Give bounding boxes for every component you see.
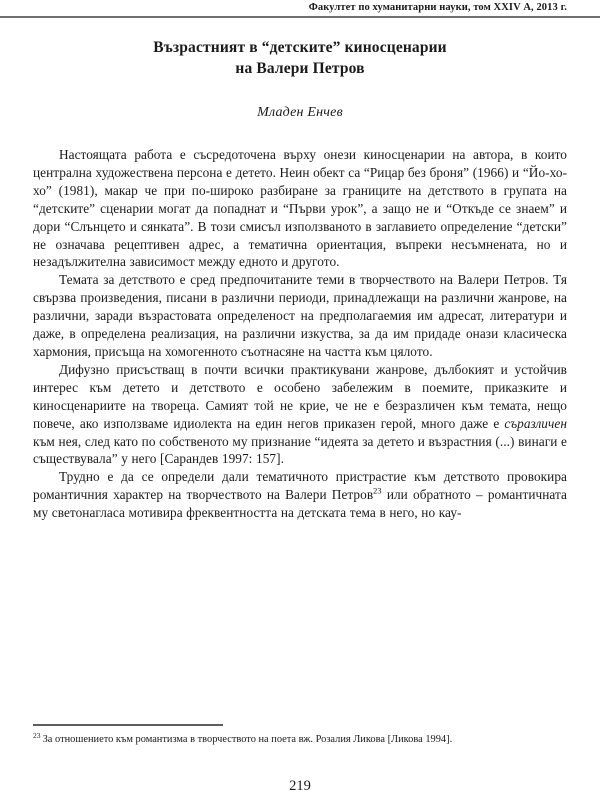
running-head: Факултет по хуманитарни науки, том XXIV А, 2013 г.	[308, 2, 567, 13]
footnote-reference-marker[interactable]: 23	[373, 486, 382, 496]
footnote-separator-rule	[33, 724, 223, 726]
page-number: 219	[289, 778, 311, 794]
paragraph-4	[33, 468, 567, 522]
paragraph-4-text-after-footnote: или обратното – романтичната му светонагласа мотивира фреквентността на детската тема в него, но кау-	[33, 487, 567, 521]
paragraph-1: Настоящата работа е съсредоточена върху онези киносценарии на автора, в които централна художествена персона е детето. Неин обект са “Рицар без броня” (1966) и “Йо-хо-хо” (1981), макар че при по-широко разбиране за границите на детството в групата на “детските” сценарии могат да попаднат и “Първи урок”, а защо не и “Откъде се знаем” и дори “Слънцето и сянката”. В този смисъл използваното в заглавието определение “детски” не означава рецептивен адрес, а тематична ориентация, въпреки несъмнената, но и незадължителна зависимост между едното и другото.	[33, 147, 567, 270]
paragraph-3-text-after-emphasis: към нея, след като по собственото му признание “идеята за детето и възрастния (...) винаги е съществувала” у него [Сарандев 1997: 157].	[33, 433, 567, 467]
paragraph-3-text-before-emphasis: Дифузно присъстващ в почти всички практикувани жанрове, дълбокият и устойчив интерес към детето и детството е особено забележим в поемите, приказките и киносценариите на твореца. Самият той не крие, че не е безразличен към темата, нещо повече, ако използваме идиолекта на един негов приказен герой, много даже е	[33, 361, 567, 431]
footnote	[33, 730, 567, 748]
title-line-2: на Валери Петров	[235, 59, 365, 77]
footnote-number: 23	[33, 730, 41, 740]
article-body	[33, 146, 567, 522]
paragraph-2: Темата за детството е сред предпочитаните теми в творчеството на Валери Петров. Тя свързва произведения, писани в различни периоди, принадлежащи на различни жанрове, на различни, заради възрастовата определеност на предполагаемия им адресат, литератури и даже, в определена реализация, на различни изкуства, за да им придаде онази класическа хармония, присъща на хомогенното съотнасяне на частта към цялото.	[33, 272, 567, 359]
paragraph-3	[33, 361, 567, 468]
page-title	[33, 38, 567, 79]
author-name: Младен Енчев	[257, 105, 343, 121]
title-block	[33, 38, 567, 121]
title-line-1: Възрастният в “детските” киносценарии	[153, 39, 447, 56]
paragraph-4-text-before-footnote: Трудно е да се определи дали тематичното пристрастие към детството провокира романтичния характер на творчеството на Валери Петров	[33, 469, 567, 503]
emphasis-term: съразличен	[504, 415, 567, 431]
header-rule	[0, 16, 600, 18]
footnote-text: За отношението към романтизма в творчеството на поета вж. Розалия Ликова [Ликова 1994].	[42, 734, 453, 745]
